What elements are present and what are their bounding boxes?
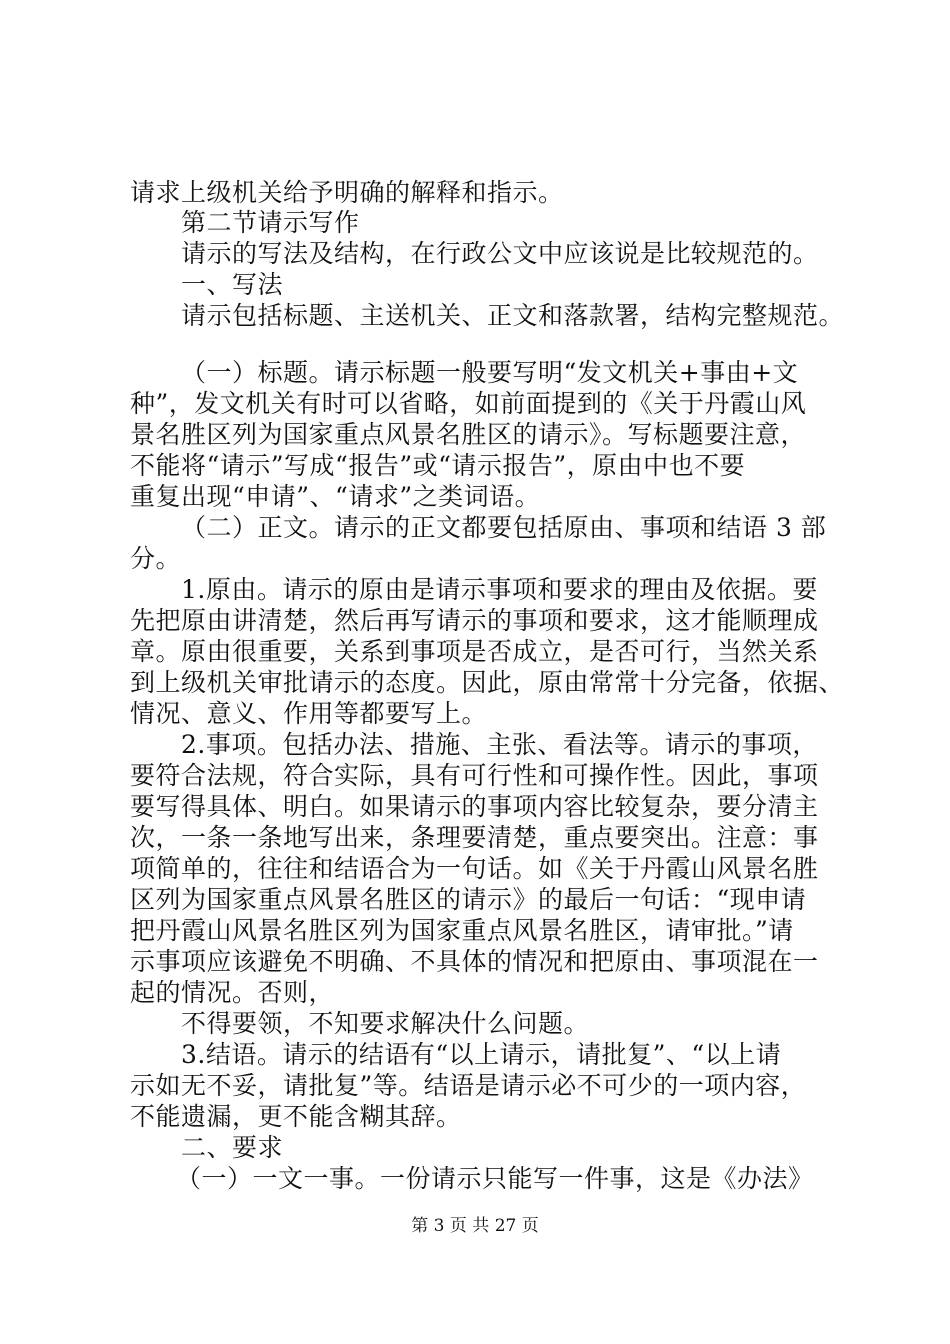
text-line: 分。 xyxy=(130,544,182,573)
text-line: 把丹霞山风景名胜区列为国家重点风景名胜区，请审批。”请 xyxy=(130,916,794,945)
section-heading: 一、写法 xyxy=(181,270,284,299)
text-line: 重复出现“申请”、“请求”之类词语。 xyxy=(130,482,541,511)
text-line: 起的情况。否则， xyxy=(130,978,335,1007)
text-line: 区列为国家重点风景名胜区的请示》的最后一句话：“现申请 xyxy=(130,885,807,914)
text-line: 1.原由。请示的原由是请示事项和要求的理由及依据。要 xyxy=(181,575,818,604)
text-line: 景名胜区列为国家重点风景名胜区的请示》。写标题要注意， xyxy=(130,420,807,449)
text-line: （二）正文。请示的正文都要包括原由、事项和结语 3 部 xyxy=(181,513,827,542)
text-line: 请求上级机关给予明确的解释和指示。 xyxy=(130,178,564,207)
text-line: 项简单的，往往和结语合为一句话。如《关于丹霞山风景名胜 xyxy=(130,854,819,883)
text-line: 请示包括标题、主送机关、正文和落款署，结构完整规范。 xyxy=(181,301,845,330)
text-line: 2.事项。包括办法、措施、主张、看法等。请示的事项， xyxy=(181,730,818,759)
text-line: 不能遗漏，更不能含糊其辞。 xyxy=(130,1102,462,1131)
text-line: 次，一条一条地写出来，条理要清楚，重点要突出。注意：事 xyxy=(130,823,819,852)
text-line: 请示的写法及结构，在行政公文中应该说是比较规范的。 xyxy=(181,239,819,268)
text-line: 示事项应该避免不明确、不具体的情况和把原由、事项混在一 xyxy=(130,947,819,976)
page-number: 第 3 页 共 27 页 xyxy=(411,1216,539,1236)
text-line: 要符合法规，符合实际，具有可行性和可操作性。因此，事项 xyxy=(130,761,819,790)
text-line: 示如无不妥，请批复”等。结语是请示必不可少的一项内容， xyxy=(130,1071,807,1100)
text-line: （一）一文一事。一份请示只能写一件事，这是《办法》 xyxy=(176,1164,814,1193)
section-heading: 第二节请示写作 xyxy=(181,208,360,237)
text-line: （一）标题。请示标题一般要写明“发文机关+事由+文 xyxy=(181,358,799,387)
text-line: 种”，发文机关有时可以省略，如前面提到的《关于丹霞山风 xyxy=(130,389,807,418)
text-line: 先把原由讲清楚，然后再写请示的事项和要求，这才能顺理成 xyxy=(130,606,819,635)
text-line: 不得要领，不知要求解决什么问题。 xyxy=(181,1009,590,1038)
text-line: 不能将“请示”写成“报告”或“请示报告”，原由中也不要 xyxy=(130,451,746,480)
text-line: 3.结语。请示的结语有“以上请示，请批复”、“以上请 xyxy=(181,1040,782,1069)
text-line: 情况、意义、作用等都要写上。 xyxy=(130,699,488,728)
text-line: 要写得具体、明白。如果请示的事项内容比较复杂，要分清主 xyxy=(130,792,819,821)
section-heading: 二、要求 xyxy=(181,1133,284,1162)
text-line: 到上级机关审批请示的态度。因此，原由常常十分完备，依据、 xyxy=(130,668,845,697)
text-line: 章。原由很重要，关系到事项是否成立，是否可行，当然关系 xyxy=(130,637,819,666)
